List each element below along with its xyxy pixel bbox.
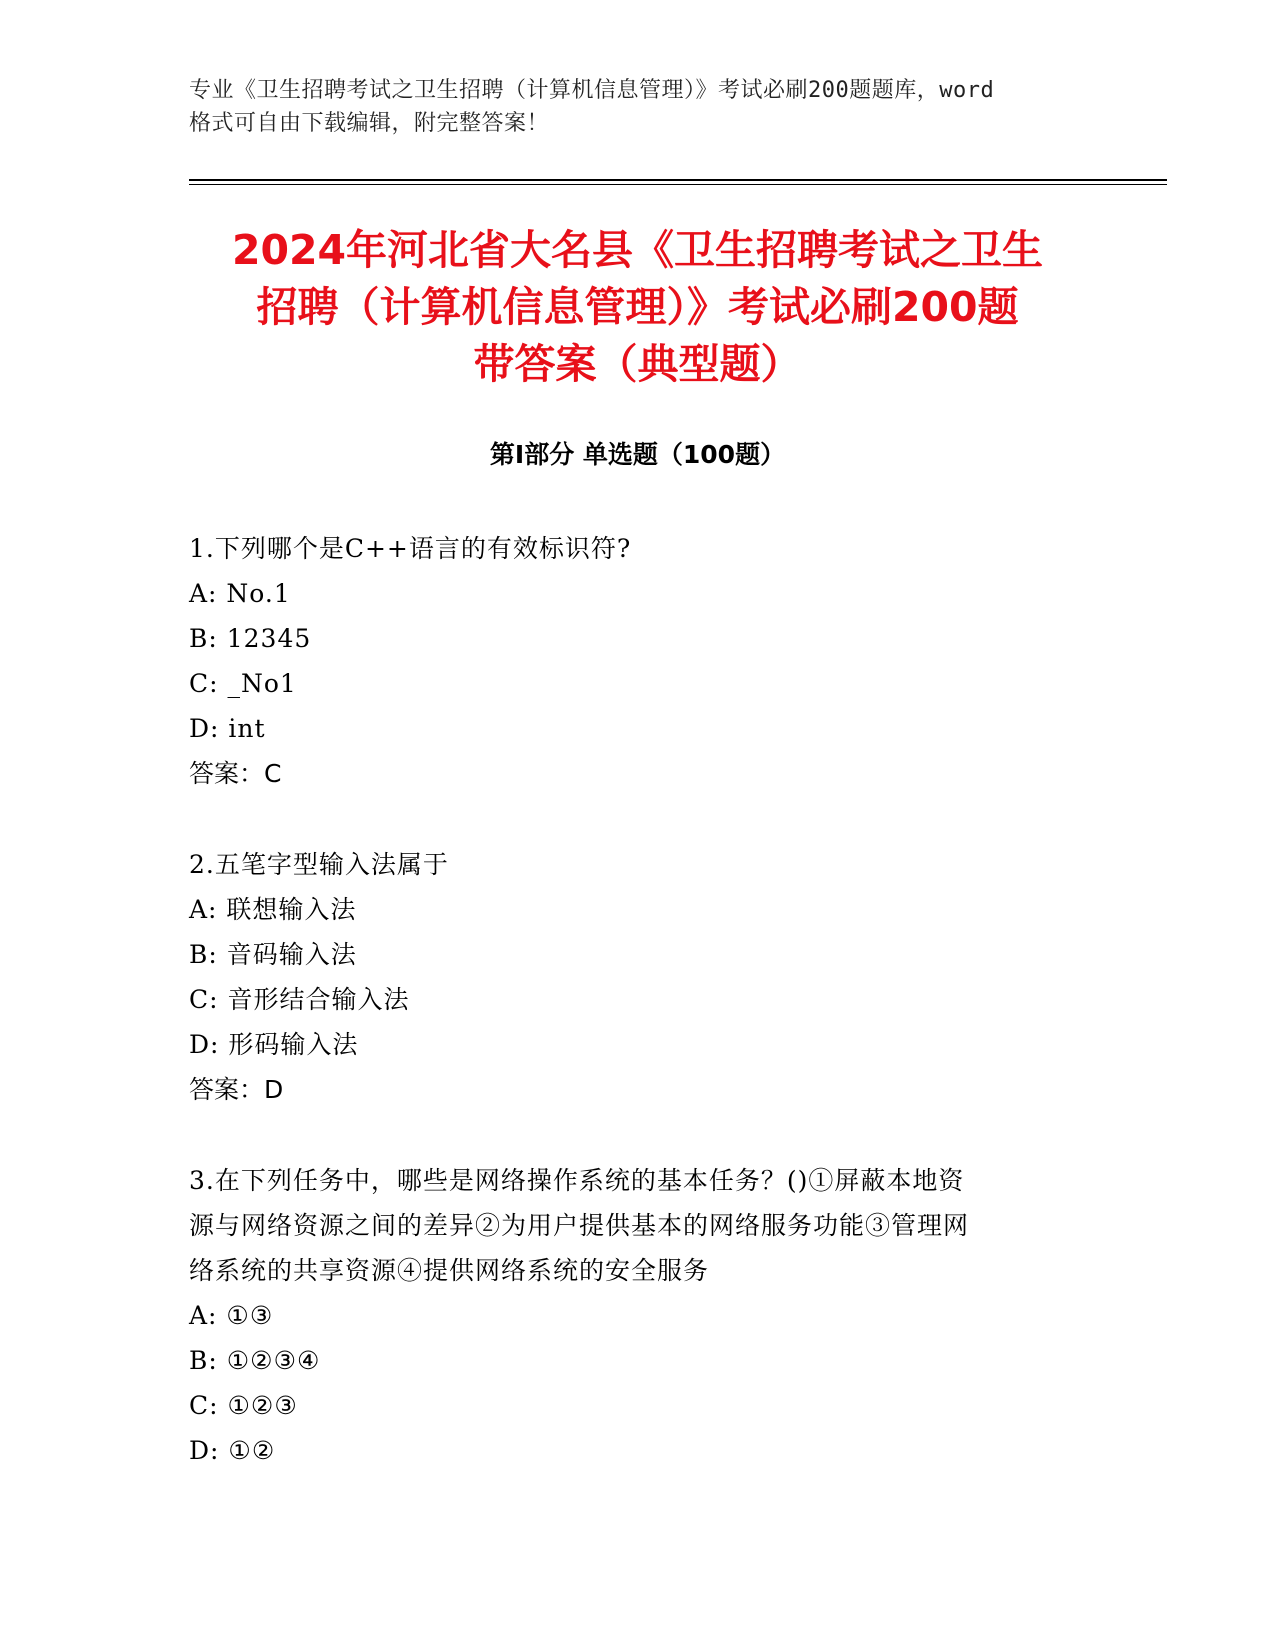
question-answer: 答案：D [189,1075,284,1104]
question-option: C: _No1 [189,669,297,698]
question-option: D: ①② [189,1436,276,1465]
question-stem: 3.在下列任务中，哪些是网络操作系统的基本任务？()①屏蔽本地资 [189,1166,965,1195]
question-option: B: 12345 [189,624,312,653]
question-option: C: ①②③ [189,1391,298,1420]
header-note-line-2: 格式可自由下载编辑，附完整答案！ [189,111,550,136]
question-item [189,1158,1089,1473]
question-stem: 1.下列哪个是C++语言的有效标识符? [189,534,632,563]
document-title [150,222,1125,393]
header-note-line-1: 专业《卫生招聘考试之卫生招聘（计算机信息管理）》考试必刷200题题库，word [189,78,995,103]
question-stem: 2.五笔字型输入法属于 [189,850,449,879]
header-divider-thick [189,179,1167,181]
question-option: D: int [189,714,266,743]
document-title-line-3: 带答案（典型题） [473,340,802,388]
header-divider-thin [189,184,1167,185]
question-answer: 答案：C [189,759,282,788]
question-list [189,526,1089,1519]
header-note [189,74,1089,140]
section-heading: 第I部分 单选题（100题） [489,440,786,469]
question-option: A: No.1 [189,579,291,608]
question-option: C: 音形结合输入法 [189,985,410,1014]
document-title-line-1: 2024年河北省大名县《卫生招聘考试之卫生 [231,226,1044,274]
question-stem: 源与网络资源之间的差异②为用户提供基本的网络服务功能③管理网 [189,1211,970,1240]
question-item [189,526,1089,796]
document-title-line-2: 招聘（计算机信息管理）》考试必刷200题 [256,283,1019,331]
question-option: D: 形码输入法 [189,1030,359,1059]
question-stem: 络系统的共享资源④提供网络系统的安全服务 [189,1256,710,1285]
question-option: B: ①②③④ [189,1346,321,1375]
question-option: A: ①③ [189,1301,274,1330]
question-option: A: 联想输入法 [189,895,357,924]
question-item [189,842,1089,1112]
question-option: B: 音码输入法 [189,940,357,969]
